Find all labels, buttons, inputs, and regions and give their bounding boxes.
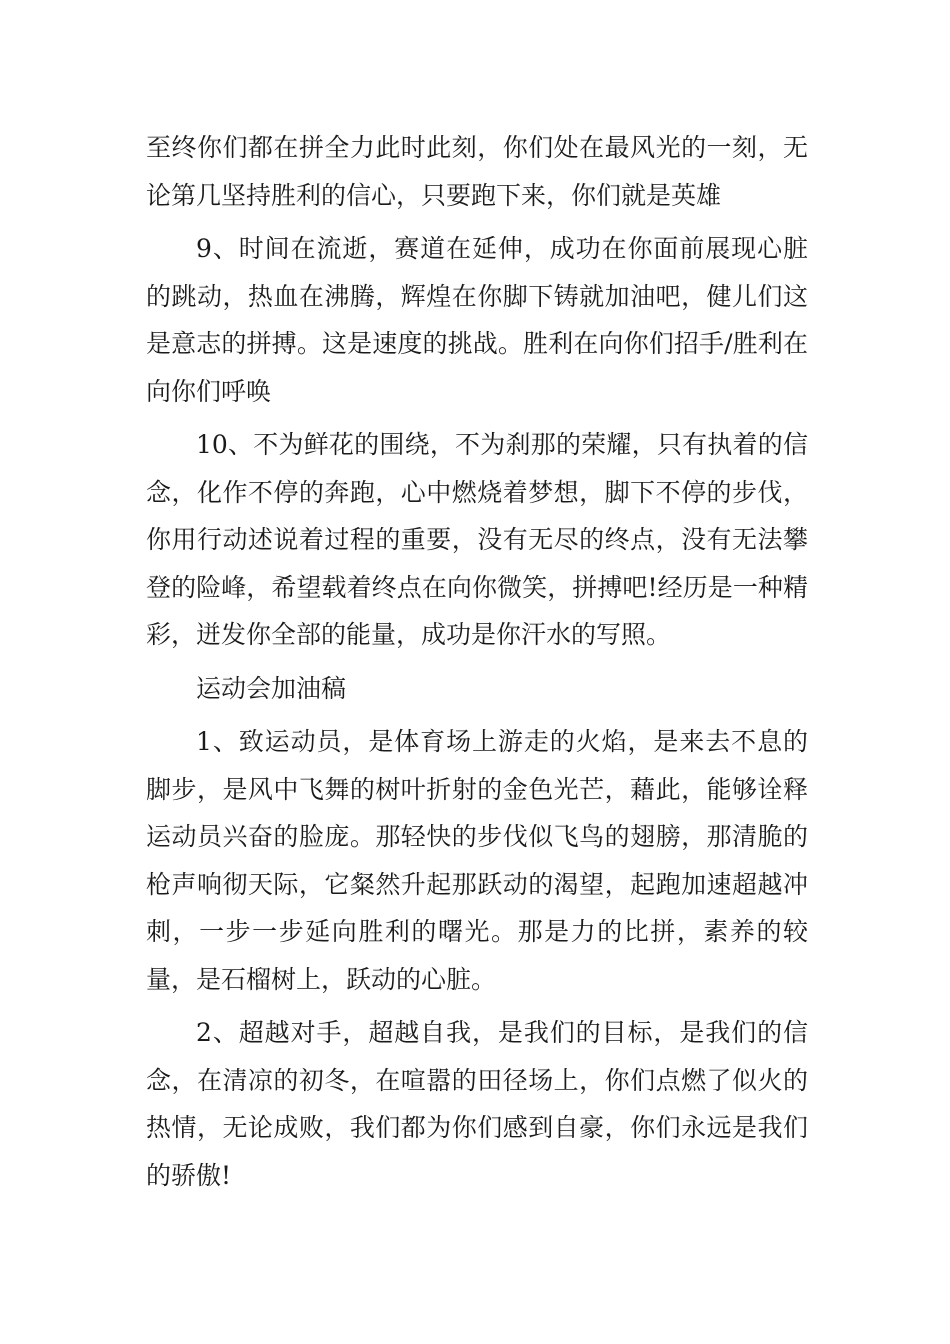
paragraph-item-1: 1、致运动员，是体育场上游走的火焰，是来去不息的脚步，是风中飞舞的树叶折射的金色光芒，藉此，能够诠释运动员兴奋的脸庞。那轻快的步伐似飞鸟的翅膀，那清脆的枪声响彻天际，它粲然升起那跃动的渴望，起跑加速超越冲刺，一步一步延向胜利的曙光。那是力的比拼，素养的较量，是石榴树上，跃动的心脏。: [146, 727, 808, 994]
paragraph-item-9: 9、时间在流逝，赛道在延伸，成功在你面前展现心脏的跳动，热血在沸腾，辉煌在你脚下铸就加油吧，健儿们这是意志的拼搏。这是速度的挑战。胜利在向你们招手/胜利在向你们呼唤: [146, 234, 808, 406]
paragraph-item-10: 10、不为鲜花的围绕，不为刹那的荣耀，只有执着的信念，化作不停的奔跑，心中燃烧着梦想，脚下不停的步伐，你用行动述说着过程的重要，没有无尽的终点，没有无法攀登的险峰，希望载着终点在向你微笑，拼搏吧!经历是一种精彩，迸发你全部的能量，成功是你汗水的写照。: [146, 430, 808, 649]
paragraph-item-2: 2、超越对手，超越自我，是我们的目标，是我们的信念，在清凉的初冬，在喧嚣的田径场上，你们点燃了似火的热情，无论成败，我们都为你们感到自豪，你们永远是我们的骄傲!: [146, 1018, 808, 1190]
document-body: [146, 124, 808, 1205]
section-heading: 运动会加油稿: [196, 673, 347, 703]
paragraph-continuation: 至终你们都在拼全力此时此刻，你们处在最风光的一刻，无论第几坚持胜利的信心，只要跑下来，你们就是英雄: [146, 133, 808, 210]
